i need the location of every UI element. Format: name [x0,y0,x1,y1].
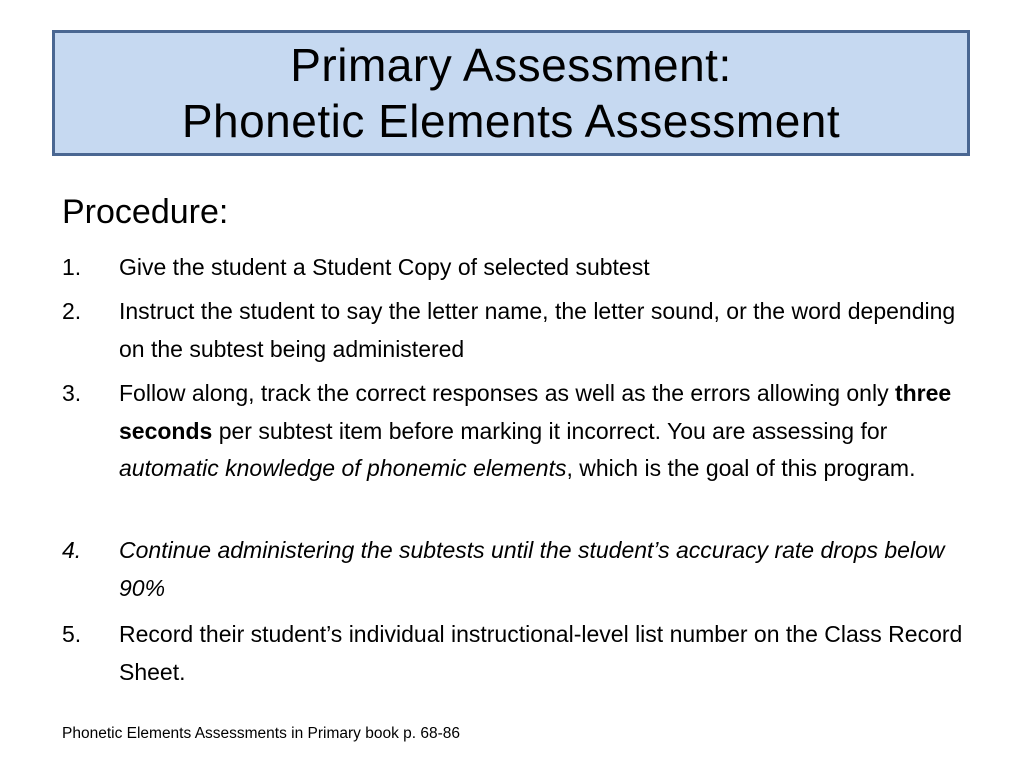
footer-reference: Phonetic Elements Assessments in Primary book p. 68-86 [62,725,461,742]
italic-emphasis: automatic knowledge of phonemic elements [119,455,567,481]
step-number: 3. [62,380,82,406]
procedure-step-4 [62,532,972,607]
slide-title-box [52,30,970,156]
slide-title-line-2: Phonetic Elements Assessment [181,95,841,147]
step-text: Instruct the student to say the letter name, the letter sound, or the word depending on the subtest being administered [119,298,956,362]
slide-title-line-1: Primary Assessment: [290,39,732,91]
step-text: Give the student a Student Copy of selected subtest [119,254,650,280]
step-number: 4. [62,537,82,563]
step-number: 5. [62,621,82,647]
procedure-step-5 [62,616,972,691]
step-text: Continue administering the subtests until the student’s accuracy rate drops below 90% [119,537,945,601]
step-text [119,375,972,488]
bold-emphasis: three seconds [119,380,952,444]
procedure-step-2 [62,293,972,368]
step-text: Record their student’s individual instructional-level list number on the Class Record Sheet. [119,621,963,685]
step-number: 2. [62,298,82,324]
step-text-segment: Follow along, track the correct responses as well as the errors allowing only [119,380,895,406]
procedure-step-3 [62,375,972,488]
step-text-segment: , which is the goal of this program. [566,455,916,481]
procedure-step-1 [62,249,972,287]
step-text-segment: per subtest item before marking it incorrect. You are assessing for [212,417,888,444]
step-number: 1. [62,254,82,280]
procedure-heading: Procedure: [62,193,229,231]
